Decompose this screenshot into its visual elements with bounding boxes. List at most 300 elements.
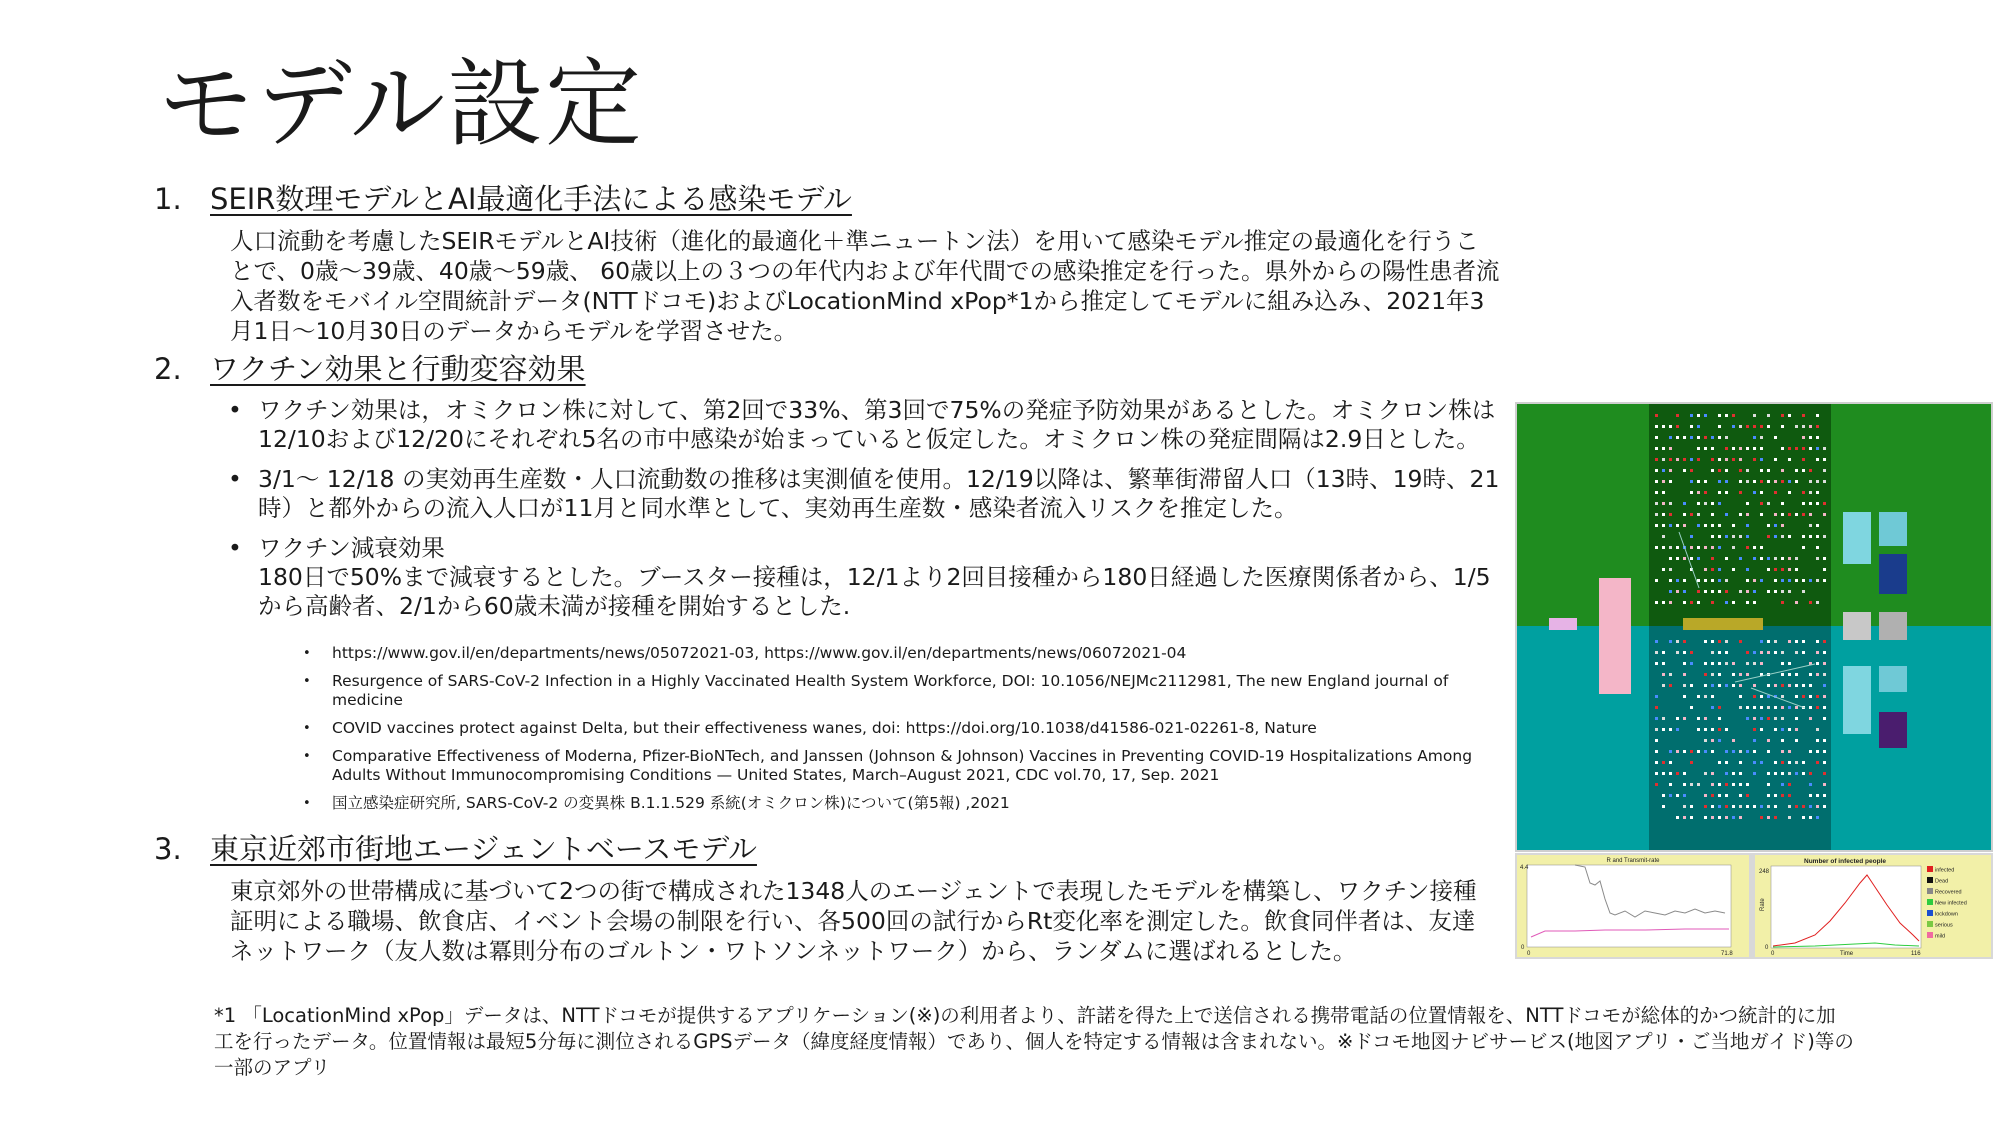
agent-dot: [1739, 513, 1742, 516]
agent-dot: [1725, 761, 1728, 764]
agent-dot: [1809, 684, 1812, 687]
agent-dot: [1690, 651, 1693, 654]
agent-dot: [1767, 469, 1770, 472]
agent-dot: [1697, 502, 1700, 505]
agent-dot: [1676, 524, 1679, 527]
agent-dot: [1718, 535, 1721, 538]
agent-dot: [1767, 651, 1770, 654]
agent-dot: [1795, 557, 1798, 560]
agent-dot: [1725, 469, 1728, 472]
event-venue: [1879, 612, 1907, 640]
agent-dot: [1683, 469, 1686, 472]
agent-dot: [1732, 535, 1735, 538]
agent-dot: [1662, 772, 1665, 775]
agent-dot: [1704, 546, 1707, 549]
agent-dot: [1809, 579, 1812, 582]
agent-dot: [1718, 794, 1721, 797]
agent-dot: [1781, 728, 1784, 731]
agent-dot: [1795, 480, 1798, 483]
agent-dot: [1704, 640, 1707, 643]
agent-dot: [1802, 640, 1805, 643]
agent-dot: [1774, 772, 1777, 775]
agent-dot: [1732, 816, 1735, 819]
agent-dot: [1795, 651, 1798, 654]
legend-label: mild: [1935, 933, 1946, 940]
agent-dot: [1788, 414, 1791, 417]
agent-dot: [1732, 447, 1735, 450]
agent-dot: [1683, 513, 1686, 516]
agent-dot: [1732, 673, 1735, 676]
agent-dot: [1711, 816, 1714, 819]
agent-dot: [1711, 546, 1714, 549]
agent-dot: [1697, 750, 1700, 753]
agent-dot: [1718, 684, 1721, 687]
agent-dot: [1676, 436, 1679, 439]
agent-dot: [1746, 568, 1749, 571]
reference-item: • Resurgence of SARS-CoV-2 Infection in a Highly Vaccinated Health System Workforce, DOI: 10.1056/NEJMc2112981, The new England journal of medicine: [300, 672, 1500, 710]
agent-dot: [1788, 458, 1791, 461]
agent-dot: [1718, 651, 1721, 654]
agent-dot: [1711, 794, 1714, 797]
agent-dot: [1739, 772, 1742, 775]
agent-dot: [1669, 579, 1672, 582]
agent-dot: [1697, 524, 1700, 527]
agent-dot: [1746, 601, 1749, 604]
agent-dot: [1802, 590, 1805, 593]
agent-dot: [1669, 458, 1672, 461]
agent-dot: [1760, 706, 1763, 709]
agent-dot: [1788, 728, 1791, 731]
agent-dot: [1676, 772, 1679, 775]
agent-dot: [1676, 651, 1679, 654]
agent-dot: [1809, 524, 1812, 527]
agent-dot: [1697, 783, 1700, 786]
agent-dot: [1767, 480, 1770, 483]
agent-dot: [1662, 447, 1665, 450]
agent-dot: [1781, 717, 1784, 720]
agent-dot: [1725, 579, 1728, 582]
agent-dot: [1802, 469, 1805, 472]
agent-dot: [1774, 535, 1777, 538]
agent-dot: [1718, 425, 1721, 428]
agent-dot: [1704, 491, 1707, 494]
agent-dot: [1725, 750, 1728, 753]
agent-dot: [1711, 640, 1714, 643]
agent-dot: [1669, 772, 1672, 775]
agent-dot: [1718, 728, 1721, 731]
agent-dot: [1746, 651, 1749, 654]
agent-dot: [1823, 458, 1826, 461]
agent-dot: [1711, 557, 1714, 560]
agent-dot: [1690, 662, 1693, 665]
agent-dot: [1690, 469, 1693, 472]
agent-dot: [1816, 706, 1819, 709]
agent-dot: [1655, 414, 1658, 417]
reference-item: • 国立感染症研究所, SARS-CoV-2 の変異株 B.1.1.529 系統(オミクロン株)について(第5報) ,2021: [300, 794, 1500, 813]
agent-dot: [1781, 524, 1784, 527]
agent-dot: [1704, 772, 1707, 775]
agent-dot: [1781, 706, 1784, 709]
agent-dot: [1669, 673, 1672, 676]
agent-simulation-view: [1515, 402, 1993, 852]
agent-dot: [1823, 502, 1826, 505]
agent-dot: [1802, 761, 1805, 764]
agent-dot: [1683, 750, 1686, 753]
agent-dot: [1690, 513, 1693, 516]
agent-dot: [1809, 805, 1812, 808]
agent-dot: [1767, 816, 1770, 819]
agent-dot: [1704, 502, 1707, 505]
agent-dot: [1676, 750, 1679, 753]
legend-label: Recovered: [1935, 889, 1962, 896]
agent-dot: [1816, 502, 1819, 505]
agent-dot: [1732, 546, 1735, 549]
agent-dot: [1669, 783, 1672, 786]
agent-dot: [1781, 601, 1784, 604]
agent-dot: [1802, 546, 1805, 549]
agent-dot: [1725, 535, 1728, 538]
agent-dot: [1725, 557, 1728, 560]
agent-dot: [1823, 651, 1826, 654]
bullet-body: 180日で50%まで減衰するとした。ブースター接種は，12/1より2回目接種から180日経過した医療関係者から、1/5から高齢者、2/1から60歳未満が接種を開始するとした.: [258, 563, 1491, 620]
agent-dot: [1788, 761, 1791, 764]
agent-dot: [1809, 783, 1812, 786]
agent-dot: [1669, 469, 1672, 472]
agent-dot: [1732, 601, 1735, 604]
agent-dot: [1809, 535, 1812, 538]
agent-dot: [1725, 728, 1728, 731]
agent-dot: [1788, 706, 1791, 709]
agent-dot: [1690, 458, 1693, 461]
agent-dot: [1823, 662, 1826, 665]
agent-dot: [1781, 590, 1784, 593]
agent-dot: [1767, 535, 1770, 538]
agent-dot: [1767, 414, 1770, 417]
agent-dot: [1753, 546, 1756, 549]
agent-dot: [1760, 728, 1763, 731]
agent-dot: [1683, 557, 1686, 560]
agent-dot: [1809, 425, 1812, 428]
agent-dot: [1739, 673, 1742, 676]
agent-dot: [1718, 805, 1721, 808]
agent-dot: [1802, 447, 1805, 450]
agent-dot: [1816, 805, 1819, 808]
agent-dot: [1823, 673, 1826, 676]
agent-dot: [1802, 579, 1805, 582]
agent-dot: [1795, 673, 1798, 676]
agent-dot: [1781, 447, 1784, 450]
agent-dot: [1655, 458, 1658, 461]
agent-dot: [1746, 447, 1749, 450]
small-facility: [1549, 618, 1577, 630]
agent-dot: [1655, 447, 1658, 450]
agent-dot: [1802, 772, 1805, 775]
agent-dot: [1774, 436, 1777, 439]
agent-dot: [1697, 414, 1700, 417]
agent-dot: [1697, 557, 1700, 560]
section-3-paragraph: 東京郊外の世帯構成に基づいて2つの街で構成された1348人のエージェントで表現したモデルを構築し、ワクチン接種証明による職場、飲食店、イベント会場の制限を行い、各500回の試行からRt変化率を測定した。飲食同伴者は、友達ネットワーク（友人数は冪則分布のゴルトン・ワトソンネットワーク）から、ランダムに選ばれるとした。: [230, 877, 1477, 965]
agent-dot: [1767, 750, 1770, 753]
agent-dot: [1774, 491, 1777, 494]
agent-dot: [1760, 579, 1763, 582]
agent-dot: [1697, 579, 1700, 582]
agent-dot: [1662, 662, 1665, 665]
agent-dot: [1669, 750, 1672, 753]
agent-dot: [1669, 524, 1672, 527]
agent-dot: [1767, 739, 1770, 742]
section-number: 2.: [154, 352, 182, 386]
agent-dot: [1718, 436, 1721, 439]
agent-dot: [1711, 695, 1714, 698]
agent-dot: [1809, 491, 1812, 494]
agent-dot: [1725, 816, 1728, 819]
agent-dot: [1662, 469, 1665, 472]
agent-dot: [1718, 546, 1721, 549]
agent-dot: [1823, 568, 1826, 571]
agent-dot: [1767, 717, 1770, 720]
legend-swatch: [1927, 921, 1933, 927]
agent-dot: [1746, 546, 1749, 549]
legend-swatch: [1927, 888, 1933, 894]
agent-dot: [1753, 695, 1756, 698]
agent-dot: [1725, 491, 1728, 494]
agent-dot: [1774, 717, 1777, 720]
agent-dot: [1816, 491, 1819, 494]
agent-dot: [1809, 772, 1812, 775]
agent-dot: [1746, 750, 1749, 753]
agent-dot: [1774, 706, 1777, 709]
agent-dot: [1753, 750, 1756, 753]
workplace-block: [1879, 666, 1907, 692]
agent-dot: [1725, 794, 1728, 797]
agent-dot: [1760, 816, 1763, 819]
agent-dot: [1704, 794, 1707, 797]
agent-dot: [1655, 750, 1658, 753]
agent-dot: [1809, 469, 1812, 472]
agent-dot: [1774, 579, 1777, 582]
agent-dot: [1823, 513, 1826, 516]
agent-dot: [1683, 805, 1686, 808]
agent-dot: [1655, 513, 1658, 516]
agent-dot: [1753, 601, 1756, 604]
agent-dot: [1725, 590, 1728, 593]
agent-dot: [1781, 513, 1784, 516]
agent-dot: [1746, 425, 1749, 428]
agent-dot: [1739, 706, 1742, 709]
agent-dot: [1711, 469, 1714, 472]
agent-dot: [1816, 425, 1819, 428]
rt-plot-area: [1527, 865, 1731, 947]
agent-dot: [1767, 783, 1770, 786]
section-1-heading: [154, 182, 852, 217]
section-3-heading: [154, 832, 757, 867]
legend-swatch: [1927, 866, 1933, 872]
agent-dot: [1816, 447, 1819, 450]
agent-dot: [1690, 601, 1693, 604]
agent-dot: [1655, 695, 1658, 698]
agent-dot: [1816, 794, 1819, 797]
bullet-vaccine-waning: [226, 534, 1511, 621]
agent-dot: [1809, 816, 1812, 819]
agent-dot: [1669, 640, 1672, 643]
legend-swatch: [1927, 877, 1933, 883]
agent-dot: [1760, 436, 1763, 439]
agent-dot: [1767, 706, 1770, 709]
agent-dot: [1802, 513, 1805, 516]
agent-dot: [1788, 590, 1791, 593]
agent-dot: [1711, 524, 1714, 527]
agent-dot: [1655, 425, 1658, 428]
agent-dot: [1774, 568, 1777, 571]
agent-dot: [1732, 750, 1735, 753]
agent-dot: [1795, 728, 1798, 731]
agent-dot: [1760, 805, 1763, 808]
agent-dot: [1739, 761, 1742, 764]
agent-dot: [1823, 684, 1826, 687]
agent-dot: [1725, 601, 1728, 604]
agent-dot: [1711, 651, 1714, 654]
agent-dot: [1823, 794, 1826, 797]
infected-plot-ymax: 248: [1759, 869, 1770, 875]
agent-dot: [1774, 480, 1777, 483]
agent-dot: [1676, 816, 1679, 819]
agent-dot: [1718, 640, 1721, 643]
agent-dot: [1760, 491, 1763, 494]
agent-dot: [1711, 739, 1714, 742]
agent-dot: [1690, 425, 1693, 428]
agent-dot: [1725, 480, 1728, 483]
agent-dot: [1739, 684, 1742, 687]
reference-item: • COVID vaccines protect against Delta, but their effectiveness wanes, doi: https://doi.org/10.1038/d41586-021-02261-8, Nature: [300, 719, 1500, 738]
agent-dot: [1809, 673, 1812, 676]
agent-dot: [1683, 794, 1686, 797]
agent-dot: [1669, 513, 1672, 516]
agent-dot: [1732, 684, 1735, 687]
agent-dot: [1823, 805, 1826, 808]
agent-dot: [1683, 579, 1686, 582]
agent-dot: [1739, 425, 1742, 428]
agent-dot: [1697, 436, 1700, 439]
agent-dot: [1669, 684, 1672, 687]
agent-dot: [1669, 502, 1672, 505]
agent-dot: [1781, 673, 1784, 676]
agent-dot: [1655, 480, 1658, 483]
agent-dot: [1683, 640, 1686, 643]
agent-dot: [1704, 717, 1707, 720]
agent-dot: [1711, 750, 1714, 753]
slide-title: モデル設定: [158, 48, 644, 160]
section-title: ワクチン効果と行動変容効果: [210, 352, 586, 386]
agent-dot: [1767, 640, 1770, 643]
agent-dot: [1676, 794, 1679, 797]
agent-dot: [1774, 684, 1777, 687]
agent-dot: [1662, 794, 1665, 797]
agent-dot: [1767, 590, 1770, 593]
agent-dot: [1690, 546, 1693, 549]
agent-dot: [1760, 546, 1763, 549]
agent-dot: [1676, 425, 1679, 428]
agent-dot: [1739, 491, 1742, 494]
agent-dot: [1697, 590, 1700, 593]
agent-dot: [1718, 579, 1721, 582]
agent-dot: [1767, 425, 1770, 428]
agent-dot: [1760, 761, 1763, 764]
agent-dot: [1718, 524, 1721, 527]
agent-dot: [1718, 568, 1721, 571]
agent-dot: [1774, 816, 1777, 819]
reference-item: • Comparative Effectiveness of Moderna, Pfizer-BioNTech, and Janssen (Johnson & Johnson) Vaccines in Preventing COVID-19 Hospitalizations Among Adults Without Immunocompromising Conditions — United States, March–August 2021, CDC vol.70, 17, Sep. 2021: [300, 747, 1500, 785]
legend-label: Dead: [1935, 878, 1949, 885]
agent-dot: [1816, 458, 1819, 461]
agent-dot: [1725, 414, 1728, 417]
agent-dot: [1697, 601, 1700, 604]
agent-dot: [1781, 783, 1784, 786]
agent-dot: [1732, 524, 1735, 527]
agent-dot: [1711, 805, 1714, 808]
agent-dot: [1669, 794, 1672, 797]
agent-dot: [1718, 491, 1721, 494]
section-2-heading: [154, 352, 586, 387]
agent-dot: [1704, 590, 1707, 593]
agent-dot: [1718, 761, 1721, 764]
footnote: *1 「LocationMind xPop」データは、NTTドコモが提供するアプリケーション(※)の利用者より、許諾を得た上で送信される携帯電話の位置情報を、NTTドコモが総体的かつ統計的に加工を行ったデータ。位置情報は最短5分毎に測位されるGPSデータ（緯度経度情報）であり、個人を特定する情報は含まれない。※ドコモ地図ナビサービス(地図アプリ・ご当地ガイド)等の一部のアプリ: [214, 1004, 1854, 1079]
agent-dot: [1802, 816, 1805, 819]
rt-plot-ymin: 0: [1521, 945, 1525, 951]
agent-dot: [1725, 513, 1728, 516]
agent-dot: [1809, 695, 1812, 698]
agent-dot: [1732, 783, 1735, 786]
agent-dot: [1732, 425, 1735, 428]
agent-dot: [1669, 480, 1672, 483]
agent-dot: [1816, 524, 1819, 527]
agent-dot: [1718, 706, 1721, 709]
agent-dot: [1690, 557, 1693, 560]
agent-dot: [1718, 739, 1721, 742]
agent-dot: [1669, 728, 1672, 731]
agent-dot: [1711, 601, 1714, 604]
agent-dot: [1753, 425, 1756, 428]
agent-dot: [1753, 761, 1756, 764]
agent-dot: [1760, 640, 1763, 643]
agent-dot: [1683, 524, 1686, 527]
agent-dot: [1746, 717, 1749, 720]
agent-dot: [1767, 794, 1770, 797]
agent-dot: [1816, 480, 1819, 483]
bullet-rt-flow: • 3/1〜 12/18 の実効再生産数・人口流動数の推移は実測値を使用。12/19以降は、繁華街滞留人口（13時、19時、21時）と都外からの流入人口が11月と同水準として、実効再生産数・感染者流入リスクを推定した。: [226, 465, 1511, 523]
agent-dot: [1655, 502, 1658, 505]
agent-dot: [1739, 794, 1742, 797]
agent-dot: [1690, 783, 1693, 786]
agent-dot: [1676, 579, 1679, 582]
agent-dot: [1683, 436, 1686, 439]
agent-dot: [1683, 502, 1686, 505]
agent-dot: [1746, 579, 1749, 582]
agent-dot: [1655, 524, 1658, 527]
agent-dot: [1802, 684, 1805, 687]
agent-dot: [1739, 695, 1742, 698]
agent-dot: [1816, 662, 1819, 665]
agent-dot: [1662, 480, 1665, 483]
agent-dot: [1823, 640, 1826, 643]
agent-dot: [1739, 458, 1742, 461]
infected-plot-title: Number of infected people: [1804, 858, 1886, 865]
agent-dot: [1760, 513, 1763, 516]
agent-dot: [1795, 469, 1798, 472]
agent-dot: [1816, 728, 1819, 731]
simulation-plots: [1515, 853, 1993, 959]
agent-dot: [1788, 794, 1791, 797]
agent-dot: [1781, 579, 1784, 582]
